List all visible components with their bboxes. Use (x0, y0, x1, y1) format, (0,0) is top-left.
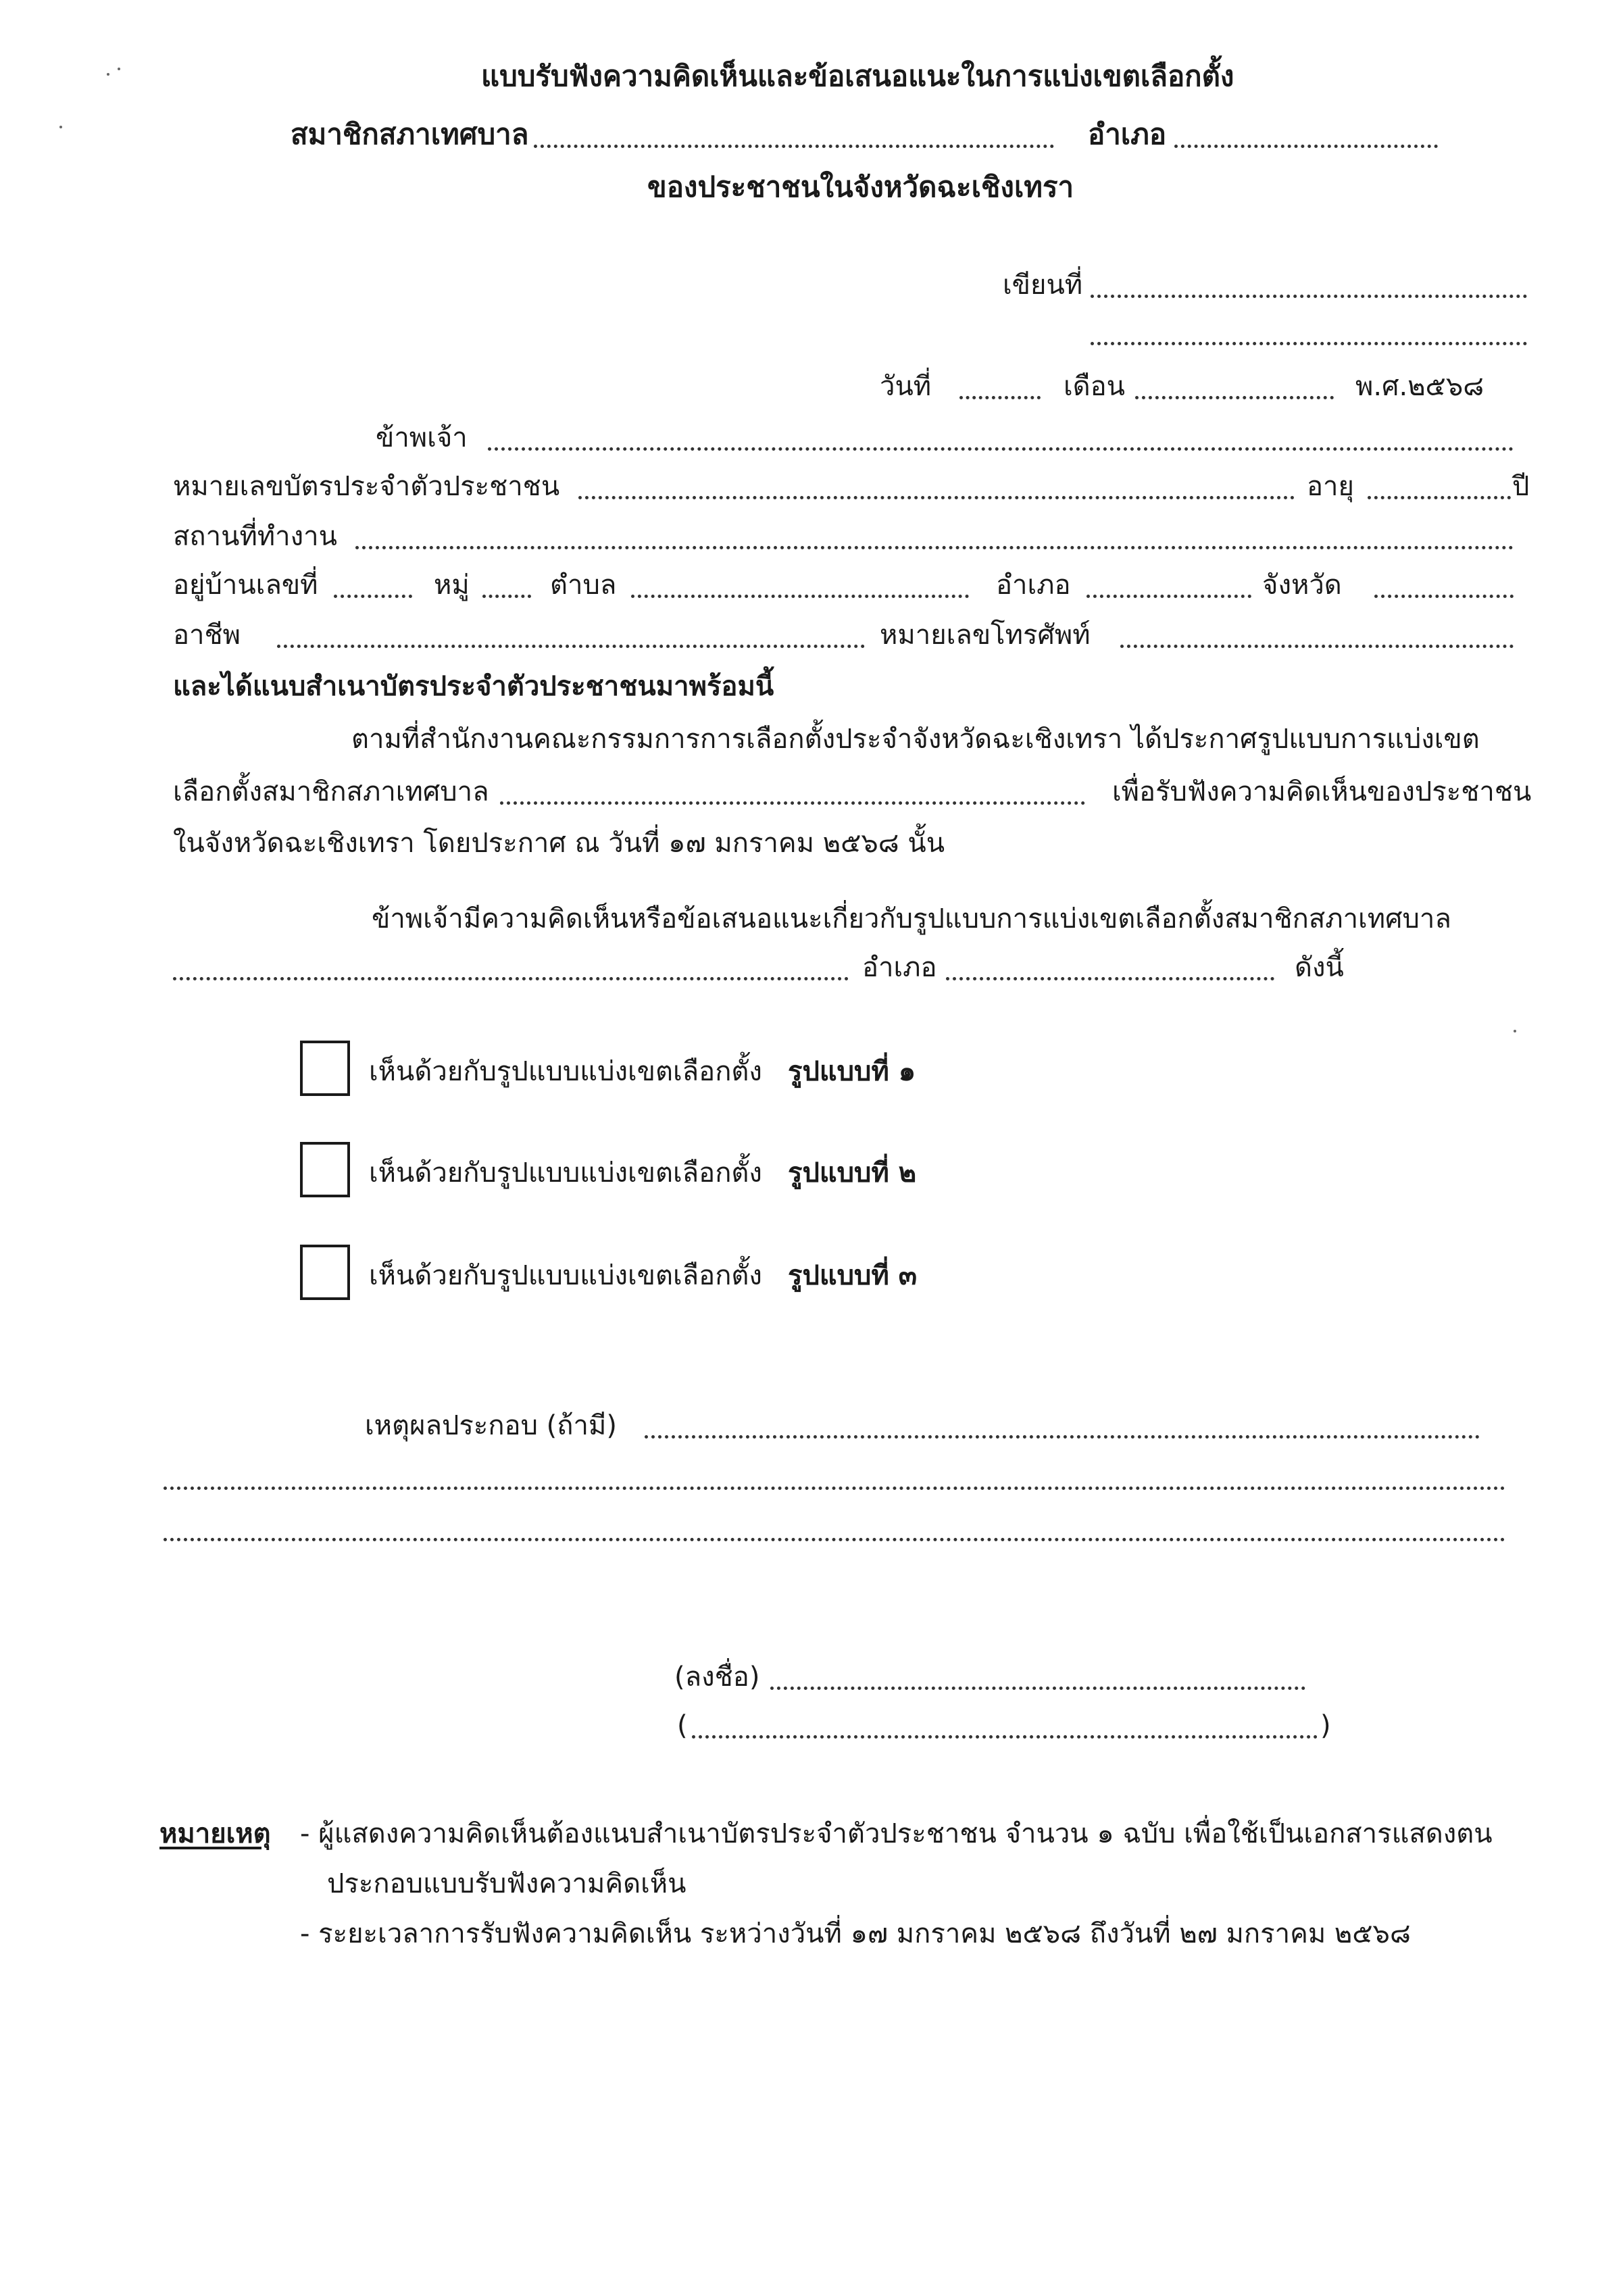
phone-label: หมายเลขโทรศัพท์ (880, 620, 1091, 651)
house-no-label: อยู่บ้านเลขที่ (173, 570, 318, 601)
occupation-label: อาชีพ (173, 620, 241, 651)
printed-name-field[interactable] (692, 1735, 1318, 1739)
scan-speck (107, 73, 109, 76)
option-2-checkbox[interactable] (300, 1142, 350, 1197)
name-paren-close: ) (1320, 1710, 1331, 1741)
form-title: แบบรับฟังความคิดเห็นและข้อเสนอแนะในการแบ่งเขตเลือกตั้ง (481, 59, 1234, 93)
province-label: จังหวัด (1262, 570, 1342, 601)
workplace-label: สถานที่ทำงาน (173, 521, 337, 552)
para2-end: ดังนี้ (1295, 952, 1344, 983)
district-name-field[interactable] (1174, 145, 1438, 148)
note-1-line2: ประกอบแบบรับฟังความคิดเห็น (327, 1868, 686, 1899)
para1-line2-end: เพื่อรับฟังความคิดเห็นของประชาชน (1112, 776, 1532, 807)
tambon-field[interactable] (631, 595, 969, 598)
option-1-bold: รูปแบบที่ ๑ (788, 1056, 916, 1087)
age-field[interactable] (1368, 496, 1511, 499)
para2-amphoe-label: อำเภอ (862, 952, 937, 983)
para2-amphoe-field[interactable] (946, 977, 1274, 980)
reason-field-line2[interactable] (164, 1487, 1505, 1490)
scan-speck (118, 68, 120, 70)
day-field[interactable] (959, 396, 1041, 399)
option-3-bold: รูปแบบที่ ๓ (788, 1260, 918, 1291)
month-field[interactable] (1135, 396, 1334, 399)
option-2-label: เห็นด้วยกับรูปแบบแบ่งเขตเลือกตั้ง (369, 1157, 762, 1189)
option-1-label: เห็นด้วยกับรูปแบบแบ่งเขตเลือกตั้ง (369, 1056, 762, 1087)
scan-speck (59, 126, 62, 128)
reason-label: เหตุผลประกอบ (ถ้ามี) (365, 1410, 617, 1441)
scan-speck (1514, 1030, 1516, 1032)
moo-field[interactable] (482, 595, 531, 598)
province-field[interactable] (1374, 595, 1514, 598)
notes-label: หมายเหตุ (159, 1818, 271, 1849)
municipality-name-field[interactable] (534, 145, 1054, 148)
workplace-field[interactable] (355, 546, 1514, 549)
name-paren-open: ( (677, 1710, 688, 1741)
para1-line3: ในจังหวัดฉะเชิงเทรา โดยประกาศ ณ วันที่ ๑๗ มกราคม ๒๕๖๘ นั้น (173, 828, 945, 859)
para1-municipality-field[interactable] (500, 801, 1085, 805)
option-3-label: เห็นด้วยกับรูปแบบแบ่งเขตเลือกตั้ง (369, 1260, 762, 1291)
age-label: อายุ (1307, 471, 1354, 502)
id-card-label: หมายเลขบัตรประจำตัวประชาชน (173, 471, 560, 502)
name-field[interactable] (488, 447, 1514, 451)
sign-label: (ลงชื่อ) (674, 1662, 760, 1693)
para1-line1: ตามที่สำนักงานคณะกรรมการการเลือกตั้งประจำจังหวัดฉะเชิงเทรา ได้ประกาศรูปแบบการแบ่งเขต (351, 724, 1480, 755)
house-no-field[interactable] (334, 595, 412, 598)
reason-field-line1[interactable] (645, 1435, 1480, 1439)
note-2: - ระยะเวลาการรับฟังความคิดเห็น ระหว่างวันที่ ๑๗ มกราคม ๒๕๖๘ ถึงวันที่ ๒๗ มกราคม ๒๕๖๘ (300, 1918, 1411, 1949)
i-label: ข้าพเจ้า (376, 422, 468, 453)
moo-label: หมู่ (434, 570, 470, 601)
written-at-label: เขียนที่ (1003, 270, 1083, 301)
reason-field-line3[interactable] (164, 1538, 1505, 1541)
id-card-field[interactable] (578, 496, 1295, 499)
option-1-checkbox[interactable] (300, 1041, 350, 1096)
subtitle-municipal-council: สมาชิกสภาเทศบาล (291, 118, 529, 151)
option-2-bold: รูปแบบที่ ๒ (788, 1157, 917, 1189)
day-label: วันที่ (880, 371, 932, 402)
phone-field[interactable] (1120, 645, 1514, 648)
year-label: พ.ศ.๒๕๖๘ (1355, 371, 1484, 402)
para1-line2-start: เลือกตั้งสมาชิกสภาเทศบาล (173, 776, 489, 807)
option-3-checkbox[interactable] (300, 1245, 350, 1300)
month-label: เดือน (1064, 371, 1126, 402)
amphoe-label: อำเภอ (996, 570, 1071, 601)
signature-field[interactable] (770, 1687, 1305, 1690)
tambon-label: ตำบล (550, 570, 617, 601)
note-1-line1: - ผู้แสดงความคิดเห็นต้องแนบสำเนาบัตรประจำตัวประชาชน จำนวน ๑ ฉบับ เพื่อใช้เป็นเอกสารแสดงตน (300, 1818, 1493, 1849)
subtitle-province: ของประชาชนในจังหวัดฉะเชิงเทรา (647, 170, 1074, 203)
para2-line1: ข้าพเจ้ามีความคิดเห็นหรือข้อเสนอแนะเกี่ยวกับรูปแบบการแบ่งเขตเลือกตั้งสมาชิกสภาเทศบาล (372, 903, 1451, 934)
para2-municipality-field[interactable] (173, 977, 849, 980)
written-at-field[interactable] (1091, 295, 1527, 298)
subtitle-district: อำเภอ (1088, 118, 1167, 151)
occupation-field[interactable] (277, 645, 865, 648)
written-at-field-line2[interactable] (1091, 342, 1527, 345)
amphoe-field[interactable] (1087, 595, 1251, 598)
age-unit: ปี (1512, 471, 1530, 502)
attach-note: และได้แนบสำเนาบัตรประจำตัวประชาชนมาพร้อมนี้ (173, 671, 774, 702)
